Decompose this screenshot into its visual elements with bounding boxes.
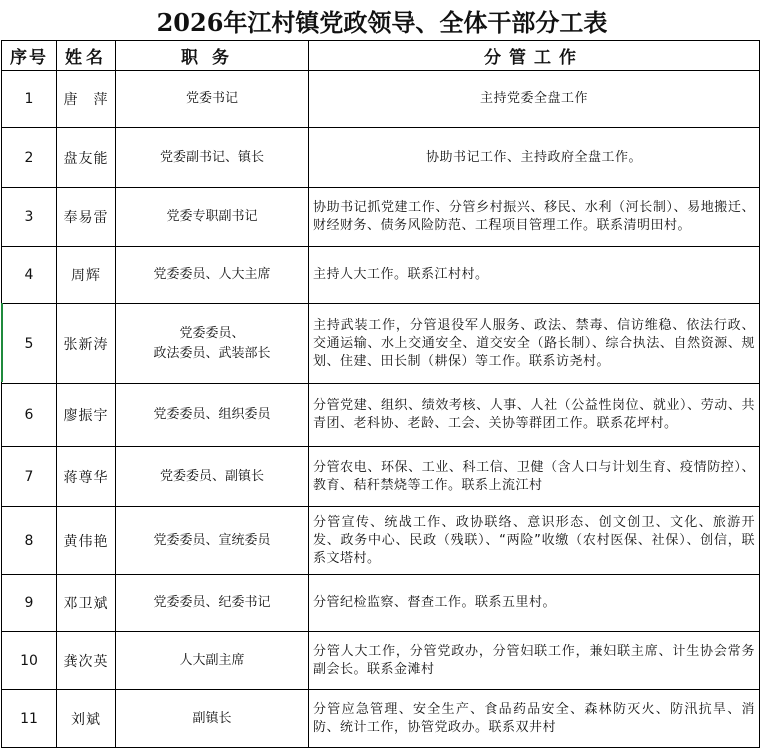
table-row — [2, 128, 760, 188]
row-name: 邓卫斌 — [57, 575, 116, 632]
row-index: 10 — [2, 632, 57, 690]
row-duties: 分管人大工作，分管党政办，分管妇联工作，兼妇联主席、计生协会常务副会长。联系金滩村 — [309, 632, 760, 690]
selection-edge-marker — [1, 303, 3, 382]
row-index: 2 — [2, 128, 57, 188]
row-name: 盘友能 — [57, 128, 116, 188]
row-index: 8 — [2, 507, 57, 575]
row-index: 7 — [2, 447, 57, 507]
row-duties: 分管纪检监察、督查工作。联系五里村。 — [309, 575, 760, 632]
header-index: 序号 — [2, 41, 57, 71]
table-row — [2, 71, 760, 128]
table-row — [2, 247, 760, 304]
row-index: 11 — [2, 690, 57, 748]
row-name: 刘斌 — [57, 690, 116, 748]
row-position: 党委书记 — [116, 71, 309, 128]
row-position: 党委委员、人大主席 — [116, 247, 309, 304]
row-name: 周辉 — [57, 247, 116, 304]
row-duties: 主持人大工作。联系江村村。 — [309, 247, 760, 304]
row-duties: 协助书记工作、主持政府全盘工作。 — [309, 128, 760, 188]
table-row — [2, 507, 760, 575]
row-duties: 分管农电、环保、工业、科工信、卫健（含人口与计划生育、疫情防控）、教育、秸秆禁烧等工作。联系上流江村 — [309, 447, 760, 507]
row-index: 4 — [2, 247, 57, 304]
header-row — [2, 41, 760, 71]
row-name: 张新涛 — [57, 304, 116, 384]
row-duties: 主持党委全盘工作 — [309, 71, 760, 128]
row-index: 1 — [2, 71, 57, 128]
row-name: 唐 萍 — [57, 71, 116, 128]
row-duties: 分管党建、组织、绩效考核、人事、人社（公益性岗位、就业）、劳动、共青团、老科协、老龄、工会、关协等群团工作。联系花坪村。 — [309, 384, 760, 447]
row-duties: 分管宣传、统战工作、政协联络、意识形态、创文创卫、文化、旅游开发、政务中心、民政（残联）、“两险”收缴（农村医保、社保）、创信，联系文塔村。 — [309, 507, 760, 575]
table-row — [2, 384, 760, 447]
row-duties: 分管应急管理、安全生产、食品药品安全、森林防灭火、防汛抗旱、消防、统计工作，协管党政办。联系双井村 — [309, 690, 760, 748]
table-row — [2, 447, 760, 507]
row-name: 黄伟艳 — [57, 507, 116, 575]
row-index: 5 — [2, 304, 57, 384]
table-row — [2, 304, 760, 384]
row-index: 9 — [2, 575, 57, 632]
row-duties: 协助书记抓党建工作、分管乡村振兴、移民、水利（河长制）、易地搬迁、财经财务、债务风险防范、工程项目管理工作。联系清明田村。 — [309, 188, 760, 247]
row-name: 廖振宇 — [57, 384, 116, 447]
row-duties: 主持武装工作，分管退役军人服务、政法、禁毒、信访维稳、依法行政、交通运输、水上交通安全、道交安全（路长制）、综合执法、自然资源、规划、住建、田长制（耕保）等工作。联系访尧村。 — [309, 304, 760, 384]
row-name: 蒋尊华 — [57, 447, 116, 507]
page-title: 2026年江村镇党政领导、全体干部分工表 — [156, 7, 608, 37]
row-index: 3 — [2, 188, 57, 247]
table-row — [2, 575, 760, 632]
table-row — [2, 632, 760, 690]
header-duties: 分管工作 — [309, 41, 760, 71]
row-position: 党委委员、组织委员 — [116, 384, 309, 447]
row-name: 龚次英 — [57, 632, 116, 690]
row-position: 人大副主席 — [116, 632, 309, 690]
row-position: 党委副书记、镇长 — [116, 128, 309, 188]
row-position: 党委委员、副镇长 — [116, 447, 309, 507]
duty-table — [1, 40, 760, 748]
row-position: 党委委员、宣统委员 — [116, 507, 309, 575]
header-name: 姓名 — [57, 41, 116, 71]
row-index: 6 — [2, 384, 57, 447]
table-row — [2, 188, 760, 247]
header-position: 职务 — [116, 41, 309, 71]
row-position: 党委委员、 政法委员、武装部长 — [116, 304, 309, 384]
row-name: 奉易雷 — [57, 188, 116, 247]
table-row — [2, 690, 760, 748]
row-position: 副镇长 — [116, 690, 309, 748]
row-position: 党委委员、纪委书记 — [116, 575, 309, 632]
row-position: 党委专职副书记 — [116, 188, 309, 247]
